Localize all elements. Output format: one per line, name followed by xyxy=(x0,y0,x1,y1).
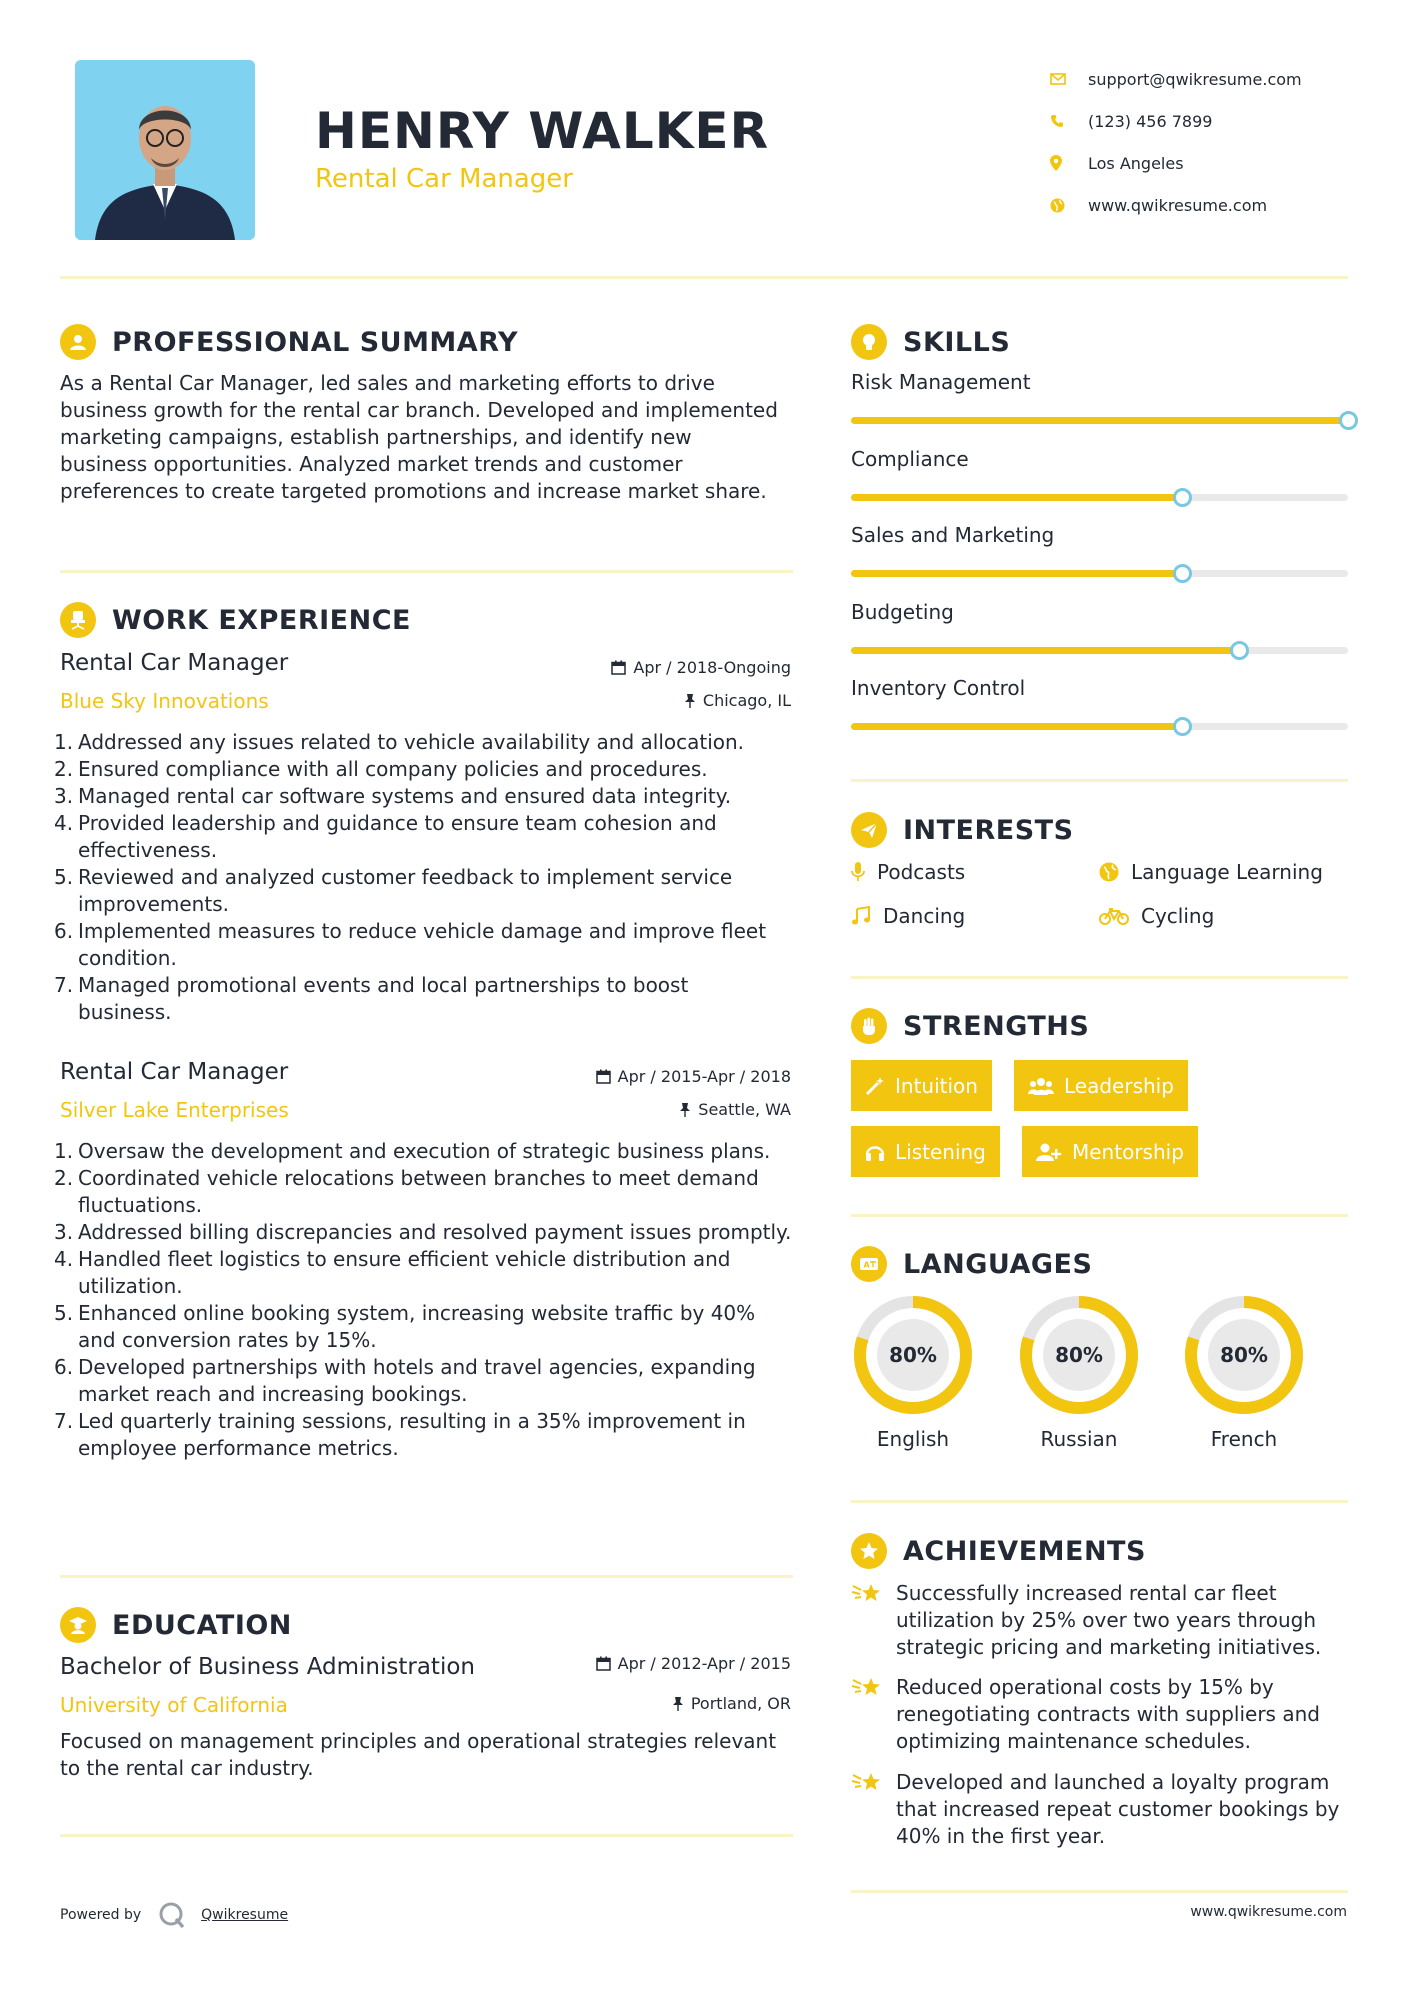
contact-website[interactable]: www.qwikresume.com xyxy=(1088,195,1268,215)
achievements-title: ACHIEVEMENTS xyxy=(903,1535,1146,1567)
user-plus-icon xyxy=(1036,1142,1062,1162)
pushpin-icon xyxy=(684,693,696,708)
calendar-icon xyxy=(596,1656,611,1671)
list-item: 1. Oversaw the development and execution of strategic business plans. xyxy=(54,1139,771,1163)
profile-photo xyxy=(75,60,255,240)
skill-label: Risk Management xyxy=(851,370,1031,394)
skill-bar xyxy=(851,417,1348,424)
strengths-divider xyxy=(851,1214,1348,1217)
paper-plane-icon xyxy=(851,812,887,848)
education-heading xyxy=(60,1607,292,1643)
list-item: 4. Provided leadership and guidance to ensure team cohesion and effectiveness. xyxy=(54,811,717,862)
list-item: 6. Implemented measures to reduce vehicle damage and improve fleet condition. xyxy=(54,919,767,970)
music-note-icon xyxy=(851,906,871,926)
users-icon xyxy=(1028,1076,1054,1096)
skills-divider xyxy=(851,779,1348,782)
magic-wand-icon xyxy=(865,1076,885,1096)
strength-mentorship: Mentorship xyxy=(1022,1126,1198,1177)
education-degree: Bachelor of Business Administration xyxy=(60,1654,475,1680)
language-name: English xyxy=(876,1427,950,1451)
job-2-location: Seattle, WA xyxy=(500,1100,791,1119)
envelope-icon xyxy=(1050,73,1088,85)
interest-dancing: Dancing xyxy=(851,904,965,928)
language-item xyxy=(851,1293,975,1451)
list-item: 4. Handled fleet logistics to ensure efficient vehicle distribution and utilization. xyxy=(54,1247,731,1298)
job-1-dates: Apr / 2018-Ongoing xyxy=(500,658,791,677)
skill-bar-fill xyxy=(851,647,1239,654)
qwikresume-logo-icon xyxy=(157,1900,187,1930)
footer-website[interactable]: www.qwikresume.com xyxy=(1190,1904,1347,1920)
calendar-icon xyxy=(611,660,626,675)
bicycle-icon xyxy=(1099,906,1129,926)
summary-text: As a Rental Car Manager, led sales and marketing efforts to drive business growth for the rental car branch. Developed and implemented marketing campaigns, establish partnerships, and identify new business opportunities. Analyzed market trends and customer preferences to create targeted promotions and increase market share. xyxy=(60,371,778,503)
candidate-name: HENRY WALKER xyxy=(315,102,770,160)
strength-intuition: Intuition xyxy=(851,1060,992,1111)
contact-email-row xyxy=(1050,58,1302,100)
language-name: French xyxy=(1210,1427,1278,1451)
hand-icon xyxy=(851,1008,887,1044)
summary-heading xyxy=(60,324,518,360)
list-item: 1. Addressed any issues related to vehicle availability and allocation. xyxy=(54,730,745,754)
education-divider xyxy=(60,1834,793,1837)
interests-title: INTERESTS xyxy=(903,814,1074,846)
language-ring xyxy=(1017,1293,1141,1417)
contact-email[interactable]: support@qwikresume.com xyxy=(1088,69,1302,89)
list-item: 7. Managed promotional events and local partnerships to boost business. xyxy=(54,973,689,1024)
job-2-title: Rental Car Manager xyxy=(60,1059,289,1085)
education-dates: Apr / 2012-Apr / 2015 xyxy=(500,1654,791,1673)
job-1-title: Rental Car Manager xyxy=(60,650,289,676)
achievement-item: Developed and launched a loyalty program that increased repeat customer bookings by 40% in the first year. xyxy=(851,1769,1351,1850)
summary-divider xyxy=(60,570,793,573)
skill-bar-fill xyxy=(851,723,1182,730)
globe-icon xyxy=(1099,862,1119,882)
list-item: 5. Enhanced online booking system, increasing website traffic by 40% and conversion rates by 15%. xyxy=(54,1301,756,1352)
languages-divider xyxy=(851,1500,1348,1503)
skill-level-handle xyxy=(1230,641,1249,660)
language-icon xyxy=(851,1246,887,1282)
svg-text:A: A xyxy=(863,1260,871,1270)
shooting-star-icon xyxy=(851,1769,896,1850)
language-item xyxy=(1182,1293,1306,1451)
languages-heading xyxy=(851,1246,1092,1282)
skill-bar-fill xyxy=(851,417,1348,424)
skill-bar-fill xyxy=(851,494,1182,501)
contact-phone-row xyxy=(1050,100,1302,142)
interest-cycling: Cycling xyxy=(1099,904,1214,928)
pushpin-icon xyxy=(679,1102,691,1117)
skill-bar xyxy=(851,723,1348,730)
office-chair-icon xyxy=(60,602,96,638)
job-2-company: Silver Lake Enterprises xyxy=(60,1098,289,1122)
strength-listening: Listening xyxy=(851,1126,1000,1177)
skill-label: Budgeting xyxy=(851,599,954,624)
contact-website-row xyxy=(1050,184,1302,226)
list-item: 7. Led quarterly training sessions, resulting in a 35% improvement in employee performance metrics. xyxy=(54,1409,746,1460)
interest-language-learning: Language Learning xyxy=(1099,860,1323,884)
job-2-dates: Apr / 2015-Apr / 2018 xyxy=(500,1067,791,1086)
skill-bar xyxy=(851,570,1348,577)
list-item: 3. Managed rental car software systems and ensured data integrity. xyxy=(54,784,732,808)
shooting-star-icon xyxy=(851,1580,896,1661)
pushpin-icon xyxy=(672,1696,684,1711)
header-divider xyxy=(60,276,1348,279)
skill-label: Compliance xyxy=(851,446,969,471)
contact-location: Los Angeles xyxy=(1088,153,1184,173)
summary-title: PROFESSIONAL SUMMARY xyxy=(112,326,519,358)
interests-heading xyxy=(851,812,1074,848)
job-1-location: Chicago, IL xyxy=(500,691,791,710)
strengths-title: STRENGTHS xyxy=(903,1010,1090,1042)
strengths-heading xyxy=(851,1008,1089,1044)
skill-level-handle xyxy=(1339,411,1358,430)
phone-icon xyxy=(1050,114,1088,128)
skills-title: SKILLS xyxy=(903,326,1011,358)
map-pin-icon xyxy=(1050,155,1088,171)
job-2-duties xyxy=(54,1138,795,1462)
list-item: 3. Addressed billing discrepancies and resolved payment issues promptly. xyxy=(54,1220,792,1244)
education-description: Focused on management principles and operational strategies relevant to the rental car industry. xyxy=(60,1729,777,1780)
footer-powered-by: Powered by Qwikresume xyxy=(60,1900,288,1930)
achievement-item: Reduced operational costs by 15% by renegotiating contracts with suppliers and optimizing maintenance schedules. xyxy=(851,1674,1351,1755)
language-name: Russian xyxy=(1040,1427,1118,1451)
skill-level-handle xyxy=(1173,717,1192,736)
language-ring xyxy=(851,1293,975,1417)
languages-title: LANGUAGES xyxy=(903,1248,1093,1280)
contact-phone: (123) 456 7899 xyxy=(1088,111,1213,131)
globe-icon xyxy=(1050,198,1088,213)
skill-label: Inventory Control xyxy=(851,676,1026,700)
list-item: 6. Developed partnerships with hotels and travel agencies, expanding market reach and increasing bookings. xyxy=(54,1355,756,1406)
language-ring xyxy=(1182,1293,1306,1417)
star-icon xyxy=(851,1533,887,1569)
achievements-heading xyxy=(851,1533,1146,1569)
achievements-divider xyxy=(851,1890,1348,1893)
graduate-icon xyxy=(60,1607,96,1643)
headphones-icon xyxy=(865,1142,885,1162)
user-icon xyxy=(60,324,96,360)
experience-title: WORK EXPERIENCE xyxy=(112,604,411,636)
job-1-company: Blue Sky Innovations xyxy=(60,689,269,713)
list-item: 2. Coordinated vehicle relocations between branches to meet demand fluctuations. xyxy=(54,1166,759,1217)
interests-divider xyxy=(851,976,1348,979)
experience-divider xyxy=(60,1575,793,1578)
skill-bar xyxy=(851,647,1348,654)
experience-heading xyxy=(60,602,411,638)
lightbulb-icon xyxy=(851,324,887,360)
person-photo-icon xyxy=(75,60,255,240)
shooting-star-icon xyxy=(851,1674,896,1755)
skill-bar xyxy=(851,494,1348,501)
language-item xyxy=(1017,1293,1141,1451)
achievement-item: Successfully increased rental car fleet utilization by 25% over two years through strategic pricing and marketing initiatives. xyxy=(851,1580,1351,1661)
skill-label: Sales and Marketing xyxy=(851,523,1055,547)
interest-podcasts: Podcasts xyxy=(851,860,965,884)
education-location: Portland, OR xyxy=(500,1694,791,1713)
calendar-icon xyxy=(596,1069,611,1084)
skill-level-handle xyxy=(1173,564,1192,583)
list-item: 2. Ensured compliance with all company policies and procedures. xyxy=(54,757,708,781)
contact-info xyxy=(1050,58,1302,226)
language-percent-label: 80% xyxy=(889,1343,937,1367)
candidate-role: Rental Car Manager xyxy=(315,164,573,194)
education-school: University of California xyxy=(60,1693,288,1717)
skills-heading xyxy=(851,324,1010,360)
education-title: EDUCATION xyxy=(112,1609,292,1641)
microphone-icon xyxy=(851,862,865,882)
language-percent-label: 80% xyxy=(1055,1343,1103,1367)
skill-bar-fill xyxy=(851,570,1182,577)
language-percent-label: 80% xyxy=(1220,1343,1268,1367)
skill-level-handle xyxy=(1173,488,1192,507)
list-item: 5. Reviewed and analyzed customer feedback to implement service improvements. xyxy=(54,865,733,916)
contact-location-row xyxy=(1050,142,1302,184)
qwikresume-link[interactable]: Qwikresume xyxy=(201,1907,289,1923)
job-1-duties xyxy=(54,729,780,1026)
strength-leadership: Leadership xyxy=(1014,1060,1188,1111)
